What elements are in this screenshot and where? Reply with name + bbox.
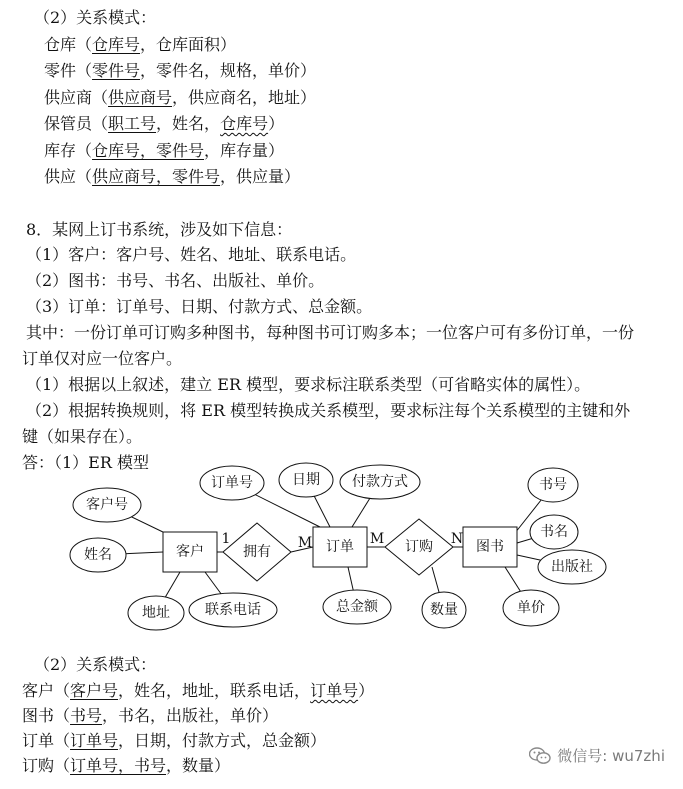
relation-text: ，零件名，规格，单价）	[140, 61, 317, 81]
relation-text: （	[54, 706, 71, 725]
relation-text: （	[76, 61, 93, 81]
attribute-label: 姓名	[84, 547, 112, 563]
relation-text: ，供应商名，地址）	[172, 87, 317, 107]
primary-key: 仓库号，零件号	[92, 140, 205, 160]
relation-text: ，姓名，	[156, 114, 221, 134]
question-line: （1）客户：客户号、姓名、地址、联系电话。	[26, 245, 357, 264]
relation-text: （	[54, 731, 71, 750]
question-line: （2）图书：书号、书名、出版社、单价。	[26, 271, 325, 290]
relation-text: ，日期，付款方式，总金额）	[118, 731, 327, 750]
primary-key: 书号	[70, 706, 103, 725]
primary-key: 仓库号	[92, 35, 141, 54]
relation-name: 图书	[22, 706, 55, 725]
relation-text: （	[76, 167, 93, 186]
card-n: N	[450, 531, 464, 547]
relation-name: 订单	[22, 731, 55, 750]
rel-order: 订购	[405, 539, 433, 555]
relation-line	[44, 141, 284, 161]
relation-name: 仓库	[44, 35, 77, 54]
relation-line	[22, 731, 326, 751]
section-a-heading: （2）关系模式：	[34, 8, 157, 27]
rel-own: 拥有	[243, 544, 271, 560]
relation-text: ，书名，出版社，单价）	[102, 706, 279, 725]
attribute-label: 付款方式	[352, 474, 408, 490]
entity-customer: 客户	[176, 544, 204, 560]
relation-text: ，数量）	[166, 756, 231, 775]
relation-line	[22, 706, 278, 726]
primary-key: 零件号	[92, 61, 141, 81]
foreign-key: 仓库号	[220, 114, 269, 134]
card-1: 1	[221, 531, 231, 547]
attribute-label: 书名	[540, 524, 568, 540]
relation-line	[44, 61, 316, 81]
primary-key: 客户号	[70, 681, 119, 700]
relation-text: （	[76, 35, 93, 54]
card-m-own: M	[297, 535, 313, 551]
question-line: （2）根据转换规则，将 ER 模型转换成关系模型，要求标注每个关系模型的主键和外	[26, 401, 631, 420]
attribute-label: 总金额	[336, 599, 378, 615]
relation-line	[44, 167, 300, 187]
question-line: 其中：一份订单可订购多种图书，每种图书可订购多本；一位客户可有多份订单，一份	[26, 323, 635, 342]
relation-text: ，姓名，地址，联系电话，	[118, 681, 311, 700]
primary-key: 供应商号，零件号	[92, 167, 221, 186]
foreign-key: 订单号	[310, 681, 359, 700]
relation-name: 零件	[44, 61, 77, 81]
relation-line	[44, 35, 236, 55]
relation-name: 保管员	[44, 114, 93, 134]
attribute-label: 单价	[517, 600, 545, 616]
relation-name: 客户	[22, 681, 55, 700]
relation-line	[44, 88, 316, 108]
entity-book: 图书	[476, 539, 504, 555]
attribute-label: 地址	[142, 605, 170, 621]
relation-text: （	[54, 681, 71, 700]
question-line: （1）根据以上叙述，建立 ER 模型，要求标注联系类型（可省略实体的属性）。	[26, 375, 591, 394]
attribute-label: 书号	[539, 477, 567, 493]
attribute-label: 联系电话	[205, 602, 261, 618]
relation-text: ，供应量）	[220, 167, 301, 186]
question-line: 订单仅对应一位客户。	[22, 349, 183, 368]
primary-key: 职工号	[108, 114, 157, 134]
question-line: 键（如果存在）。	[22, 427, 143, 446]
primary-key: 订单号	[70, 731, 119, 750]
relation-name: 供应	[44, 167, 77, 186]
attribute-label: 数量	[430, 602, 458, 618]
relation-line	[44, 114, 284, 134]
wechat-icon	[529, 747, 551, 765]
relation-name: 库存	[44, 140, 77, 160]
relation-text: （	[92, 114, 109, 134]
relation-text: （	[54, 756, 71, 775]
er-diagram	[0, 455, 683, 655]
relation-name: 供应商	[44, 87, 93, 107]
attribute-label: 日期	[292, 472, 320, 488]
section-b-heading: （2）关系模式：	[34, 655, 157, 674]
watermark	[529, 745, 665, 766]
attribute-label: 客户号	[86, 497, 128, 513]
entity-order: 订单	[326, 539, 354, 555]
relation-line	[22, 756, 230, 776]
question-line: 答：（1）ER 模型	[22, 453, 149, 472]
relation-name: 订购	[22, 756, 55, 775]
primary-key: 订单号，书号	[70, 756, 167, 775]
primary-key: 供应商号	[108, 87, 173, 107]
watermark-text: 微信号: wu7zhi	[557, 747, 665, 765]
question-line: 8．某网上订书系统，涉及如下信息：	[26, 220, 293, 239]
card-m-order: M	[369, 531, 385, 547]
relation-text: ，仓库面积）	[140, 35, 237, 54]
question-line: （3）订单：订单号、日期、付款方式、总金额。	[26, 297, 373, 316]
relation-text: ）	[358, 681, 375, 700]
relation-text: （	[92, 87, 109, 107]
attribute-label: 订单号	[211, 475, 253, 491]
attribute-label: 出版社	[551, 559, 593, 575]
relation-text: ，库存量）	[204, 140, 285, 160]
relation-line	[22, 681, 374, 701]
relation-text: （	[76, 140, 93, 160]
relation-text: ）	[268, 114, 285, 134]
